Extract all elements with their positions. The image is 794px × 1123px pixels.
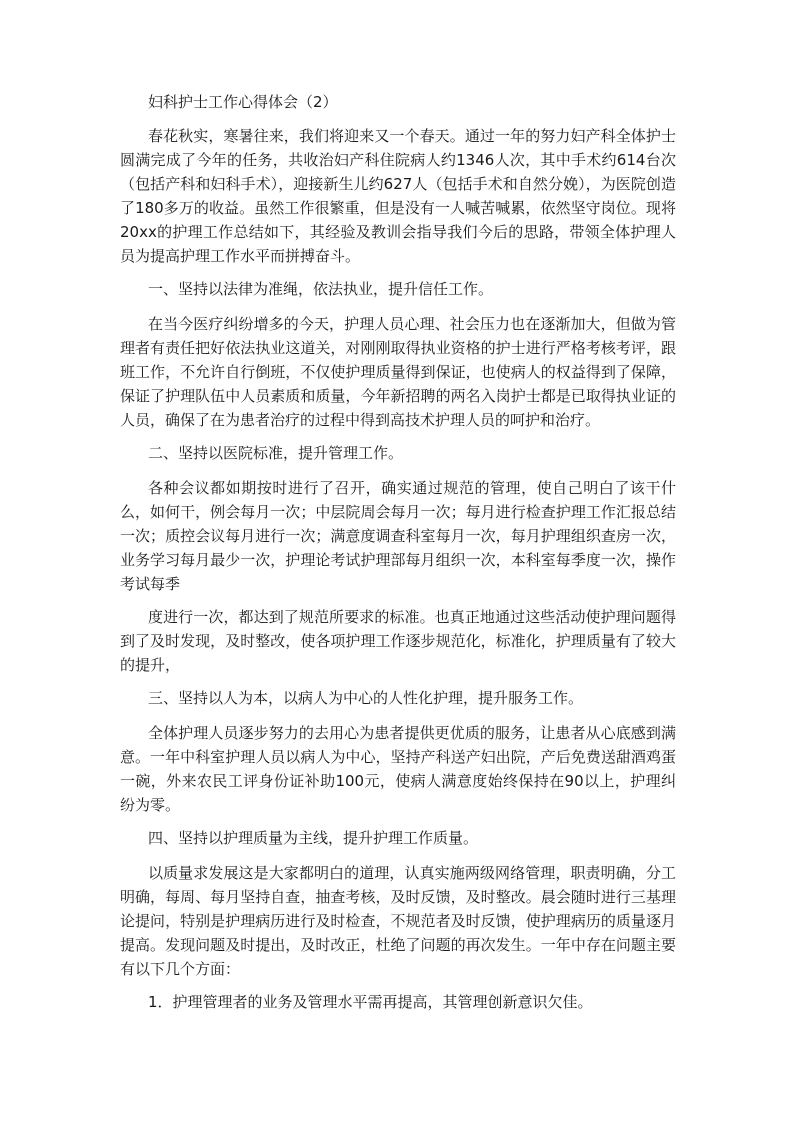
document-body <box>120 90 676 1025</box>
document-title: 妇科护士工作心得体会（2） <box>148 93 338 111</box>
paragraph-section-1: 在当今医疗纠纷增多的今天，护理人员心理、社会压力也在逐渐加大，但做为管理者有责任把好依法执业这道关，对刚刚取得执业资格的护士进行严格考核考评，跟班工作，不允许自行倒班，不仅使护理质量得到保证，也使病人的权益得到了保障，保证了护理队伍中人员素质和质量，今年新招聘的两名入岗护士都是已取得执业证的人员，确保了在为患者治疗的过程中得到高技术护理人员的呵护和治疗。 <box>120 315 676 429</box>
paragraph-intro: 春花秋实，寒暑往来，我们将迎来又一个春天。通过一年的努力妇产科全体护士圆满完成了今年的任务，共收治妇产科住院病人约1346人次，其中手术约614台次（包括产科和妇科手术），迎接新生儿约627人（包括手术和自然分娩），为医院创造了180多万的收益。虽然工作很繁重，但是没有一人喊苦喊累，依然坚守岗位。现将20xx的护理工作总结如下，其经验及教训会指导我们今后的思路，带领全体护理人员为提高护理工作水平而拼搏奋斗。 <box>120 127 676 265</box>
paragraph-section-2b: 度进行一次，都达到了规范所要求的标准。也真正地通过这些活动使护理问题得到了及时发现，及时整改，使各项护理工作逐步规范化，标准化，护理质量有了较大的提升， <box>120 608 676 674</box>
paragraph-section-4: 以质量求发展这是大家都明白的道理，认真实施两级网络管理，职责明确，分工明确，每周、每月坚持自查，抽查考核，及时反馈，及时整改。晨会随时进行三基理论提问，特别是护理病历进行及时检查，不规范者及时反馈，使护理病历的质量逐月提高。发现问题及时提出，及时改正，杜绝了问题的再次发生。一年中存在问题主要有以下几个方面： <box>120 864 676 978</box>
paragraph-section-3: 全体护理人员逐步努力的去用心为患者提供更优质的服务，让患者从心底感到满意。一年中科室护理人员以病人为中心，坚持产科送产妇出院，产后免费送甜酒鸡蛋一碗，外来农民工评身份证补助100元，使病人满意度始终保持在90以上，护理纠纷为零。 <box>120 724 676 814</box>
section-heading-4: 四、坚持以护理质量为主线，提升护理工作质量。 <box>148 829 479 847</box>
paragraph-section-2a: 各种会议都如期按时进行了召开，确实通过规范的管理，使自己明白了该干什么，如何干，例会每月一次；中层院周会每月一次；每月进行检查护理工作汇报总结一次；质控会议每月进行一次；满意度调查科室每月一次，每月护理组织查房一次，业务学习每月最少一次，护理论考试护理部每月组织一次，本科室每季度一次，操作考试每季 <box>120 479 676 593</box>
section-heading-1: 一、坚持以法律为准绳，依法执业，提升信任工作。 <box>148 280 494 298</box>
section-heading-3: 三、坚持以人为本，以病人为中心的人性化护理，提升服务工作。 <box>148 689 584 707</box>
section-heading-2: 二、坚持以医院标准，提升管理工作。 <box>148 444 404 462</box>
list-item-1: 1．护理管理者的业务及管理水平需再提高，其管理创新意识欠佳。 <box>148 993 593 1011</box>
